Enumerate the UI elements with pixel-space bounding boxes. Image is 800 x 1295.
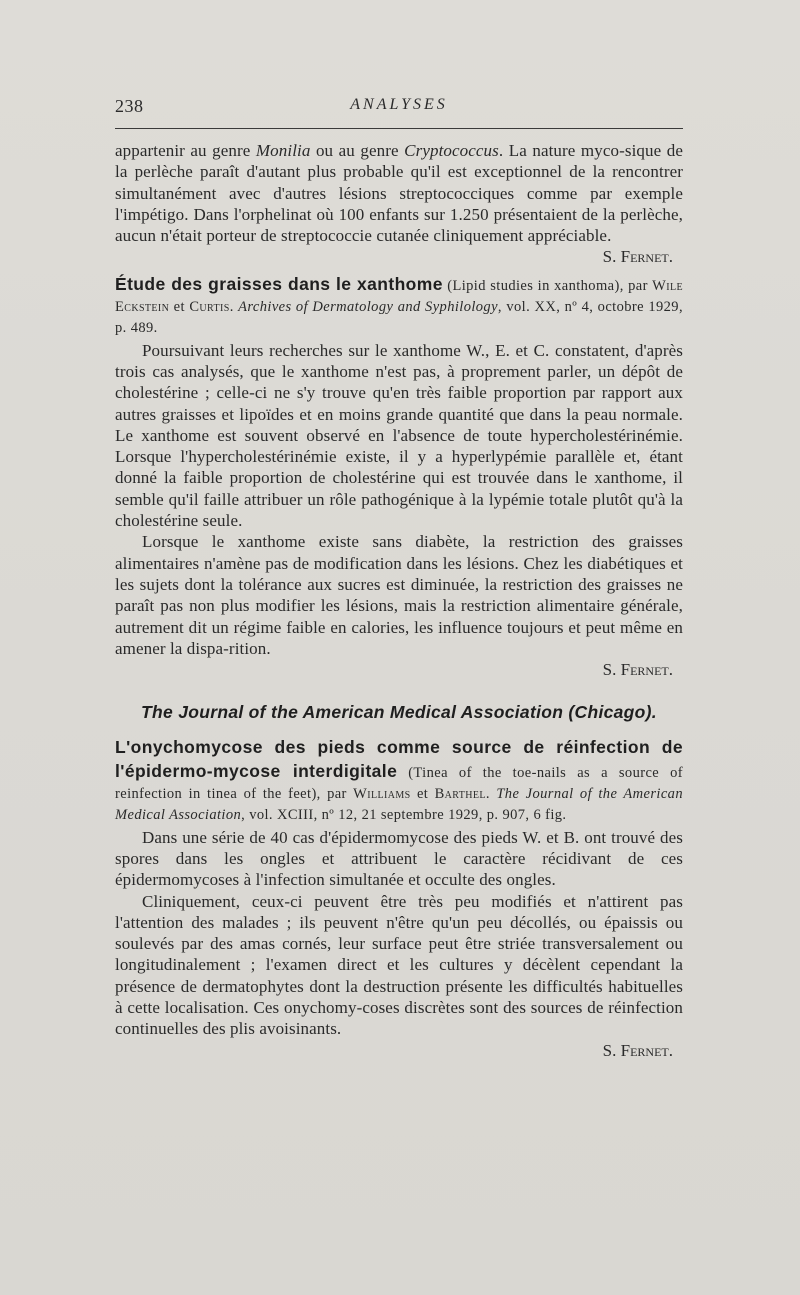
article1-paragraph-2: Lorsque le xanthome existe sans diabète, la restriction des graisses alimentaires n'amène pas de modification dans les lésions. Chez les diabétiques et les sujets dont la tolérance aux sucres est diminuée, la restriction des graisses ne paraît pas non plus modifier les lésions, mais la restriction alimentaire générale, autrement dit un régime faible en calories, les influence toujours et peut même en amener la dispa-rition.	[115, 532, 683, 658]
article1-signature: S. Fernet.	[602, 660, 673, 680]
article1-paragraph-1: Poursuivant leurs recherches sur le xanthome W., E. et C. constatent, d'après trois cas analysés, que le xanthome n'est pas, à proprement parler, un dépôt de cholestérine ; celle-ci ne s'y trouve qu'en très faible proportion par rapport aux autres graisses et lipoïdes et en moins grande quantité que dans la peau normale. Le xanthome est souvent observé en l'absence de toute hypercholestérinémie. Lorsque l'hypercholestérinémie existe, il y a hyperlypémie parallèle et, étant donné la faible proportion de cholestérine qui est trouvée dans le xanthome, il semble qu'il faille attribuer un rôle pathogénique à la lypémie totale plutôt qu'à la cholestérine seule.	[115, 340, 683, 531]
intro-text-c: . La nature myco-sique de la perlèche paraît d'autant plus probable qu'il est exceptionnel de la rencontrer simultanément avec d'autres lésions streptococciques comme par exemple l'impétigo. Dans l'orphelinat où 100 enfants sur 1.250 présentaient de la perlèche, aucun n'était porteur de streptococcie cutanée cliniquement appréciable.	[115, 141, 683, 246]
article2-ref-d: , vol. XCIII, nº 12, 21 septembre 1929, p. 907, 6 fig.	[241, 807, 567, 824]
journal-heading: The Journal of the American Medical Association (Chicago).	[141, 702, 657, 723]
article1-ref-a: (Lipid studies in xanthoma), par	[442, 277, 653, 294]
page-number: 238	[115, 96, 144, 116]
article1-ref-b: et	[169, 299, 190, 316]
article2-author2: Barthel	[434, 786, 486, 803]
article1-author2: Curtis	[189, 299, 230, 316]
article-onychomycose	[115, 737, 683, 1060]
article2-title: L'onychomycose des pieds comme source de réinfection de l'épidermo-mycose interdigitale	[115, 737, 683, 781]
article1-header	[115, 274, 683, 340]
running-title: ANALYSES	[350, 96, 448, 113]
article2-paragraph-1: Dans une série de 40 cas d'épidermomycose des pieds W. et B. ont trouvé des spores dans les ongles et attribuent le caractère récidivant de ces épidermomycoses à l'infection simultanée et occulte des ongles.	[115, 827, 683, 890]
article2-header	[115, 737, 683, 826]
header-rule	[115, 128, 683, 129]
intro-signature: S. Fernet.	[602, 247, 673, 267]
intro-paragraph	[115, 140, 683, 246]
intro-italic-monilia: Monilia	[255, 141, 311, 160]
article1-ref-c: .	[229, 299, 239, 316]
article-xanthome	[115, 274, 683, 681]
intro-text-a: appartenir au genre	[115, 141, 256, 160]
intro-text-b: ou au genre	[310, 141, 405, 160]
article2-author1: Williams	[353, 786, 411, 803]
intro-italic-cryptococcus: Cryptococcus	[404, 141, 499, 160]
article2-ref-c: .	[485, 786, 497, 803]
article2-ref-a: (Tinea of the toe-nails as a source of reinfection in tinea of the feet), par	[115, 764, 683, 803]
article2-paragraph-2: Cliniquement, ceux-ci peuvent être très peu modifiés et n'attirent pas l'attention des malades ; ils peuvent n'être qu'un peu décollés, ou épaissis ou soulevés par des amas cornés, leur surface peut être striée transversalement ou longitudinalement ; l'examen direct et les cultures y décèlent cependant la présence de dermatophytes dont la destruction présente les difficultés habituelles à cette localisation. Ces onychomy-coses discrètes sont des sources de réinfection continuelles des plis avoisinants.	[115, 891, 683, 1039]
article2-signature: S. Fernet.	[602, 1040, 673, 1060]
article1-author1: Wile Eckstein	[115, 277, 683, 316]
article1-title: Étude des graisses dans le xanthome	[115, 273, 443, 294]
article1-journal: Archives of Dermatology and Syphilology	[238, 299, 498, 316]
article1-ref-d: , vol. XX, nº 4, octobre 1929, p. 489.	[115, 299, 683, 337]
page-header	[115, 92, 683, 120]
article2-ref-b: et	[410, 786, 435, 803]
page-content	[115, 140, 683, 1061]
article2-journal: The Journal of the American Medical Association	[115, 786, 683, 824]
